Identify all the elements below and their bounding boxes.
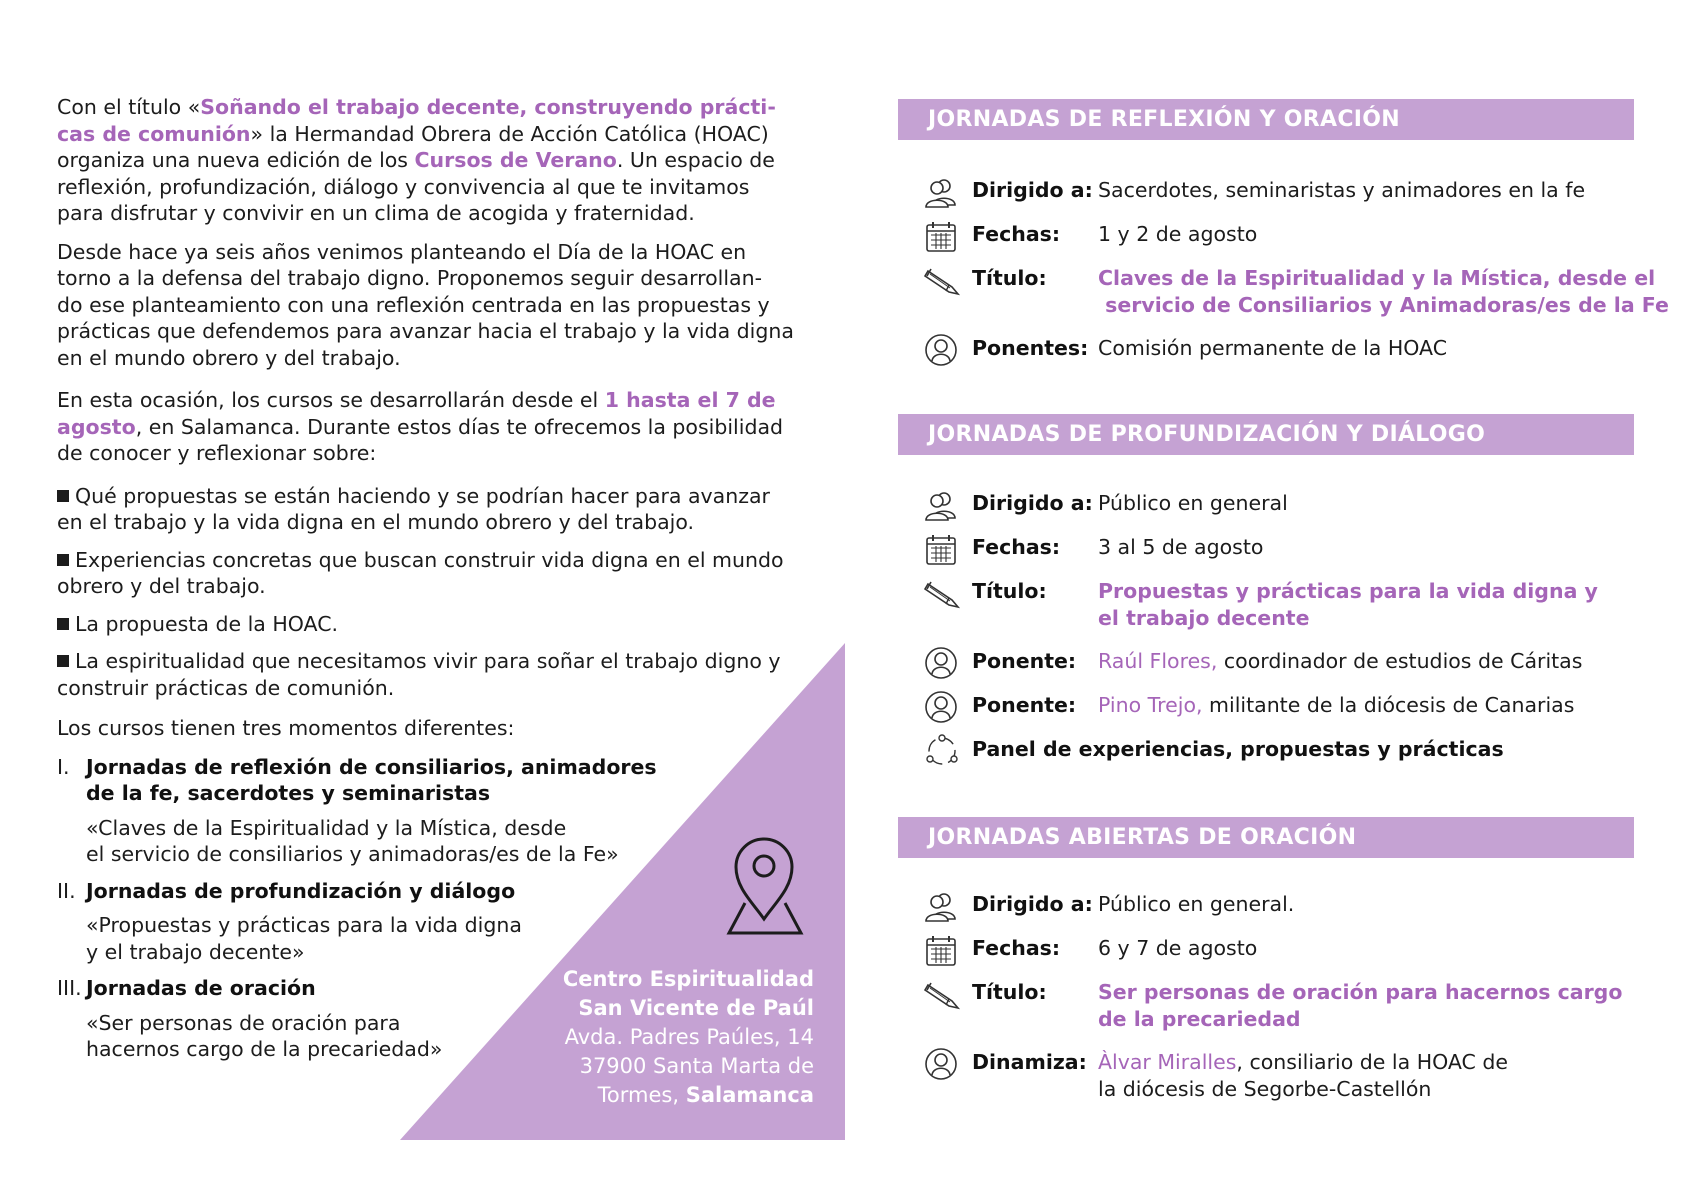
row-value: Público en general bbox=[1098, 491, 1288, 515]
text: La propuesta de la HOAC. bbox=[75, 611, 339, 636]
row-label: Fechas: bbox=[972, 535, 1061, 559]
row-label: Ponentes: bbox=[972, 336, 1089, 360]
row-value: 1 y 2 de agosto bbox=[1098, 222, 1258, 246]
text: La espiritualidad que necesitamos vivir para soñar el trabajo digno y bbox=[75, 649, 781, 673]
text: Propuestas y prácticas para la vida digna y bbox=[1098, 579, 1598, 603]
info-row-fechas bbox=[924, 935, 1257, 978]
speaker-role: coordinador de estudios de Cáritas bbox=[1217, 649, 1583, 673]
text: servicio de Consiliarios y Animadoras/es de la Fe bbox=[1105, 292, 1669, 317]
text: y el trabajo decente» bbox=[86, 939, 305, 964]
venue-postcode: 37900 Santa Marta de bbox=[579, 1054, 814, 1078]
square-bullet-icon bbox=[57, 554, 69, 566]
moments-intro: Los cursos tienen tres momentos diferentes: bbox=[57, 716, 515, 740]
courses-highlight: Cursos de Verano bbox=[414, 148, 617, 172]
list-item bbox=[57, 611, 797, 638]
text: organiza una nueva edición de los bbox=[57, 148, 415, 172]
row-label: Dirigido a: bbox=[972, 491, 1093, 515]
list-item bbox=[57, 483, 797, 536]
row-label: Dinamiza: bbox=[972, 1050, 1087, 1074]
row-value bbox=[1098, 1049, 1508, 1102]
info-row-dinamiza bbox=[924, 1049, 1508, 1102]
venue-name: San Vicente de Paúl bbox=[578, 996, 814, 1020]
text: Experiencias concretas que buscan construir vida digna en el mundo bbox=[75, 547, 784, 572]
text: En esta ocasión, los cursos se desarrollarán desde el bbox=[57, 388, 605, 412]
moment-title: Jornadas de profundización y diálogo bbox=[86, 878, 516, 903]
info-row-ponente bbox=[924, 648, 1582, 691]
row-label: Dirigido a: bbox=[972, 892, 1093, 916]
calendar-icon bbox=[924, 933, 972, 976]
row-label: Ponente: bbox=[972, 649, 1077, 673]
text: » la Hermandad Obrera de Acción Católica (HOAC) bbox=[250, 121, 769, 146]
intro-paragraph-1 bbox=[57, 94, 797, 227]
section-title-reflexion: JORNADAS DE REFLEXIÓN Y ORACIÓN bbox=[898, 99, 1634, 140]
text: . Un espacio de bbox=[616, 148, 775, 172]
people-icon bbox=[924, 889, 972, 932]
row-label: Título: bbox=[972, 266, 1047, 290]
venue-city: Salamanca bbox=[685, 1083, 814, 1107]
dates-highlight-cont: agosto bbox=[57, 414, 136, 439]
text: el trabajo decente bbox=[1098, 605, 1310, 630]
square-bullet-icon bbox=[57, 490, 69, 502]
roman-numeral: I. bbox=[57, 754, 70, 779]
row-value: Sacerdotes, seminaristas y animadores en la fe bbox=[1098, 178, 1586, 202]
info-row-titulo bbox=[924, 265, 1669, 318]
calendar-icon bbox=[924, 219, 972, 262]
info-row-fechas bbox=[924, 534, 1263, 577]
panel-label: Panel de experiencias, propuestas y prácticas bbox=[972, 737, 1504, 761]
text: obrero y del trabajo. bbox=[57, 574, 266, 598]
row-value: 3 al 5 de agosto bbox=[1098, 535, 1264, 559]
text: Ser personas de oración para hacernos cargo bbox=[1098, 980, 1623, 1004]
square-bullet-icon bbox=[57, 618, 69, 630]
pencil-icon bbox=[924, 977, 972, 1030]
text: torno a la defensa del trabajo digno. Proponemos seguir desarrollan- bbox=[57, 266, 763, 290]
row-value: 6 y 7 de agosto bbox=[1098, 936, 1258, 960]
text: prácticas que defendemos para avanzar hacia el trabajo y la vida digna bbox=[57, 319, 794, 343]
intro-paragraph-2 bbox=[57, 239, 797, 372]
text: «Propuestas y prácticas para la vida digna bbox=[86, 913, 522, 937]
venue-town bbox=[563, 1081, 814, 1110]
text: hacernos cargo de la precariedad» bbox=[86, 1037, 443, 1061]
info-row-panel bbox=[924, 736, 1504, 779]
info-row-ponentes bbox=[924, 335, 1447, 378]
info-row-titulo bbox=[924, 578, 1598, 631]
row-value bbox=[1098, 578, 1598, 631]
row-label: Fechas: bbox=[972, 936, 1061, 960]
info-row-dirigido bbox=[924, 490, 1288, 533]
row-value bbox=[1098, 265, 1669, 318]
text: , en Salamanca. Durante estos días te ofrecemos la posibilidad bbox=[135, 414, 784, 439]
text: en el trabajo y la vida digna en el mundo obrero y del trabajo. bbox=[57, 510, 695, 534]
roman-numeral: II. bbox=[57, 878, 76, 903]
text: Jornadas de reflexión de consiliarios, animadores bbox=[86, 754, 657, 779]
text: Con el título « bbox=[57, 95, 201, 119]
pencil-icon bbox=[924, 263, 972, 316]
row-label: Ponente: bbox=[972, 693, 1077, 717]
pencil-icon bbox=[924, 576, 972, 629]
info-row-fechas bbox=[924, 221, 1257, 264]
location-pin-icon bbox=[713, 833, 815, 937]
roman-numeral: III. bbox=[57, 976, 82, 1000]
row-value: Comisión permanente de la HOAC bbox=[1098, 336, 1448, 360]
text: la diócesis de Segorbe-Castellón bbox=[1098, 1076, 1432, 1101]
venue-address bbox=[563, 965, 814, 1110]
text: , consiliario de la HOAC de bbox=[1236, 1050, 1508, 1074]
moment-title: Jornadas de oración bbox=[86, 976, 316, 1000]
info-row-titulo bbox=[924, 979, 1622, 1032]
text: de la precariedad bbox=[1098, 1006, 1301, 1031]
person-icon bbox=[924, 646, 972, 689]
text: el servicio de consiliarios y animadoras/es de la Fe» bbox=[86, 842, 619, 866]
venue-street: Avda. Padres Paúles, 14 bbox=[564, 1025, 814, 1049]
speaker-name: Pino Trejo, bbox=[1098, 693, 1203, 717]
text: do ese planteamiento con una reflexión centrada en las propuestas y bbox=[57, 292, 770, 317]
text: construir prácticas de comunión. bbox=[57, 675, 395, 700]
text: en el mundo obrero y del trabajo. bbox=[57, 345, 401, 370]
text: Tormes, bbox=[597, 1083, 686, 1107]
text: Claves de la Espiritualidad y la Mística, desde el bbox=[1098, 266, 1656, 290]
dates-highlight: 1 hasta el 7 de bbox=[604, 388, 776, 412]
info-row-ponente bbox=[924, 692, 1574, 735]
calendar-icon bbox=[924, 532, 972, 575]
section-title-profundizacion: JORNADAS DE PROFUNDIZACIÓN Y DIÁLOGO bbox=[898, 414, 1634, 455]
person-icon bbox=[924, 333, 972, 376]
person-icon bbox=[924, 1047, 972, 1100]
row-value bbox=[1098, 979, 1622, 1032]
venue-name: Centro Espiritualidad bbox=[562, 967, 814, 991]
people-icon bbox=[924, 488, 972, 531]
row-label: Dirigido a: bbox=[972, 178, 1093, 202]
text: Qué propuestas se están haciendo y se podrían hacer para avanzar bbox=[75, 483, 770, 508]
speaker-name: Raúl Flores, bbox=[1098, 649, 1218, 673]
text: Desde hace ya seis años venimos planteando el Día de la HOAC en bbox=[57, 239, 747, 264]
venue-triangle bbox=[400, 643, 845, 1140]
course-title-cont: cas de comunión bbox=[57, 121, 251, 146]
section-title-oracion: JORNADAS ABIERTAS DE ORACIÓN bbox=[898, 817, 1634, 858]
person-icon bbox=[924, 690, 972, 733]
square-bullet-icon bbox=[57, 655, 69, 667]
course-title: Soñando el trabajo decente, construyendo prácti- bbox=[200, 95, 776, 119]
speaker-name: Àlvar Miralles bbox=[1098, 1050, 1237, 1074]
panel-icon bbox=[924, 734, 972, 777]
text: «Ser personas de oración para bbox=[86, 1010, 401, 1035]
row-value: Público en general. bbox=[1098, 892, 1295, 916]
intro-paragraph-3 bbox=[57, 387, 797, 467]
text: «Claves de la Espiritualidad y la Mística, desde bbox=[86, 815, 567, 840]
text: para disfrutar y convivir en un clima de acogida y fraternidad. bbox=[57, 201, 695, 225]
speaker-role: militante de la diócesis de Canarias bbox=[1202, 693, 1575, 717]
text: de la fe, sacerdotes y seminaristas bbox=[86, 781, 491, 805]
list-item bbox=[57, 547, 797, 600]
row-label: Fechas: bbox=[972, 222, 1061, 246]
info-row-dirigido bbox=[924, 177, 1585, 220]
row-label: Título: bbox=[972, 980, 1047, 1004]
people-icon bbox=[924, 175, 972, 218]
text: de conocer y reflexionar sobre: bbox=[57, 441, 377, 465]
info-row-dirigido bbox=[924, 891, 1294, 934]
row-label: Título: bbox=[972, 579, 1047, 603]
text: reflexión, profundización, diálogo y convivencia al que te invitamos bbox=[57, 174, 750, 199]
